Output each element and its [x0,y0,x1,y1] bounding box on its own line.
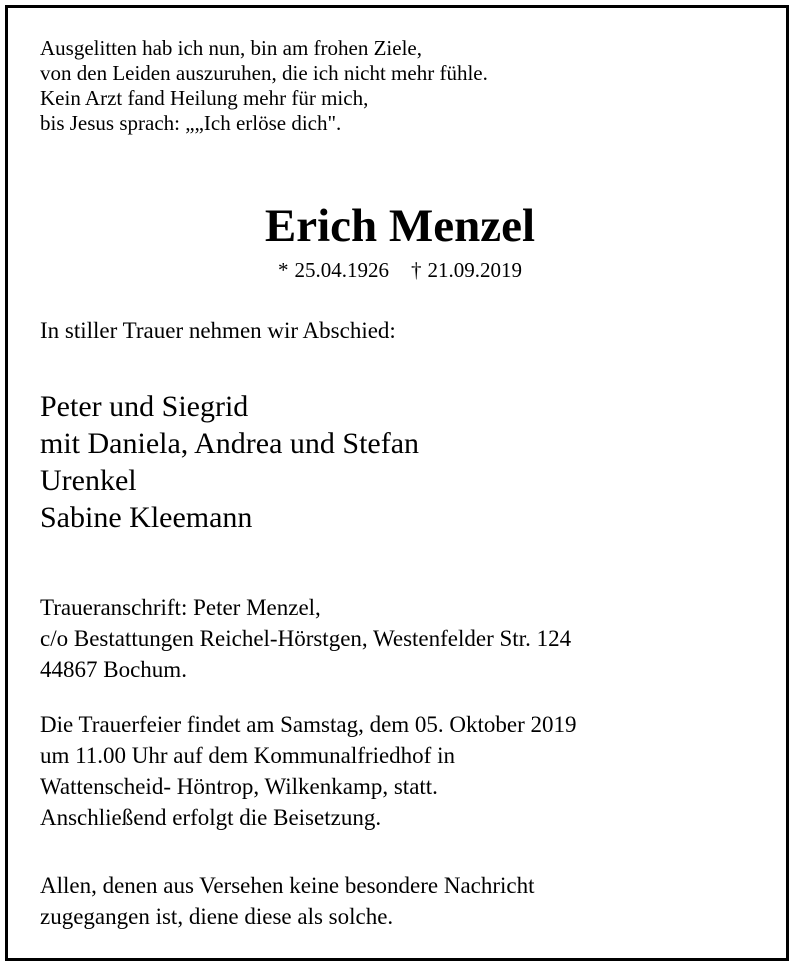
service-line: Die Trauerfeier findet am Samstag, dem 05. Oktober 2019 [40,712,577,737]
service-line: um 11.00 Uhr auf dem Kommunalfriedhof in [40,743,455,768]
service-line: Wattenscheid- Höntrop, Wilkenkamp, statt. [40,774,438,799]
notice-line: Allen, denen aus Versehen keine besondere Nachricht [40,873,535,898]
poem-line: von den Leiden auszuruhen, die ich nicht mehr fühle. [40,61,488,85]
life-dates [0,256,800,284]
address-line: c/o Bestattungen Reichel-Hörstgen, Westenfelder Str. 124 [40,626,572,651]
birth-date: 25.04.1926 [294,258,389,282]
mourner-line: mit Daniela, Andrea und Stefan [40,427,420,460]
memorial-poem [40,36,488,136]
farewell-intro: In stiller Trauer nehmen wir Abschied: [40,318,396,343]
deceased-name: Erich Menzel [264,200,536,252]
service-details [40,709,577,833]
death-symbol: † [411,258,422,282]
birth-symbol: * [278,258,289,282]
address-line: 44867 Bochum. [40,657,187,682]
mourning-address [40,592,571,685]
mourner-line: Sabine Kleemann [40,501,253,534]
mourner-line: Peter und Siegrid [40,390,249,423]
closing-notice [40,870,535,932]
death-date: 21.09.2019 [427,258,522,282]
poem-line: bis Jesus sprach: „„Ich erlöse dich". [40,111,342,135]
notice-line: zugegangen ist, diene diese als solche. [40,904,394,929]
mourners-list [40,388,419,536]
poem-line: Ausgelitten hab ich nun, bin am frohen Ziele, [40,36,422,60]
poem-line: Kein Arzt fand Heilung mehr für mich, [40,86,369,110]
mourner-line: Urenkel [40,464,137,497]
address-line: Traueranschrift: Peter Menzel, [40,595,321,620]
service-line: Anschließend erfolgt die Beisetzung. [40,805,382,830]
